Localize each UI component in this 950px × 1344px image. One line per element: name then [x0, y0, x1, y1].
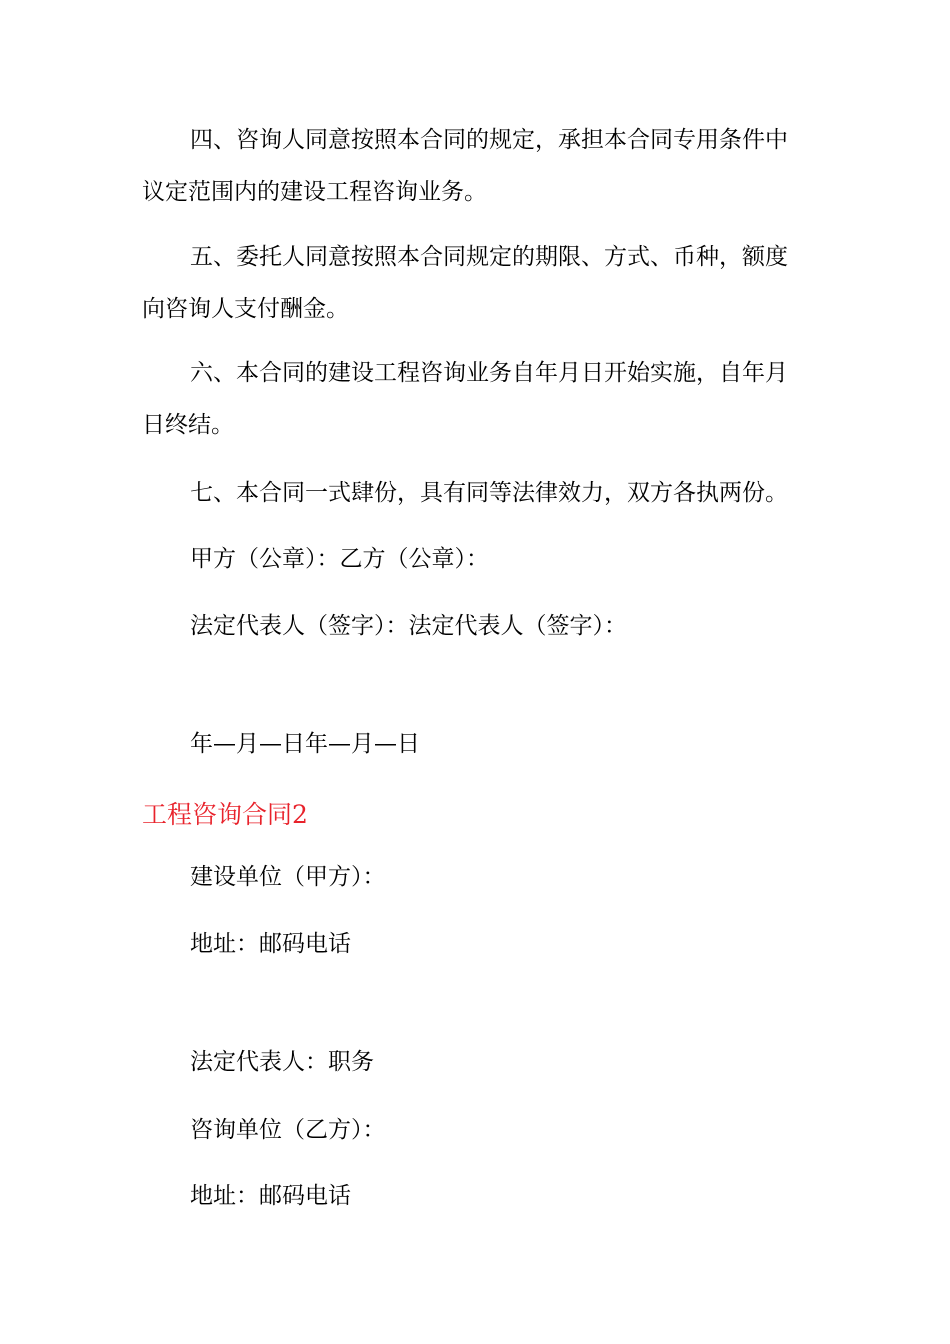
party-a-line: 建设单位（甲方）：: [190, 864, 386, 890]
clause-5-line-1: 五、委托人同意按照本合同规定的期限、方式、币种，额度: [190, 244, 788, 270]
address-b-line: 地址：邮码电话: [190, 1183, 351, 1209]
clause-6-line-2: 日终结。: [142, 412, 234, 438]
legal-rep-line: 法定代表人：职务: [190, 1049, 374, 1075]
signature-line: 法定代表人（签字）：法定代表人（签字）：: [190, 613, 627, 639]
clause-6-line-1: 六、本合同的建设工程咨询业务自年月日开始实施，自年月: [190, 360, 788, 386]
clause-4-line-2: 议定范围内的建设工程咨询业务。: [142, 179, 487, 205]
section-2-title: 工程咨询合同2: [142, 800, 308, 829]
clause-4-line-1: 四、咨询人同意按照本合同的规定，承担本合同专用条件中: [190, 127, 788, 153]
clause-7: 七、本合同一式肆份，具有同等法律效力，双方各执两份。: [190, 480, 788, 506]
date-line: 年—月—日年—月—日: [190, 731, 420, 757]
clause-5-line-2: 向咨询人支付酬金。: [142, 296, 349, 322]
party-b-line: 咨询单位（乙方）：: [190, 1117, 386, 1143]
seal-line: 甲方（公章）：乙方（公章）：: [190, 546, 489, 572]
address-a-line: 地址：邮码电话: [190, 931, 351, 957]
